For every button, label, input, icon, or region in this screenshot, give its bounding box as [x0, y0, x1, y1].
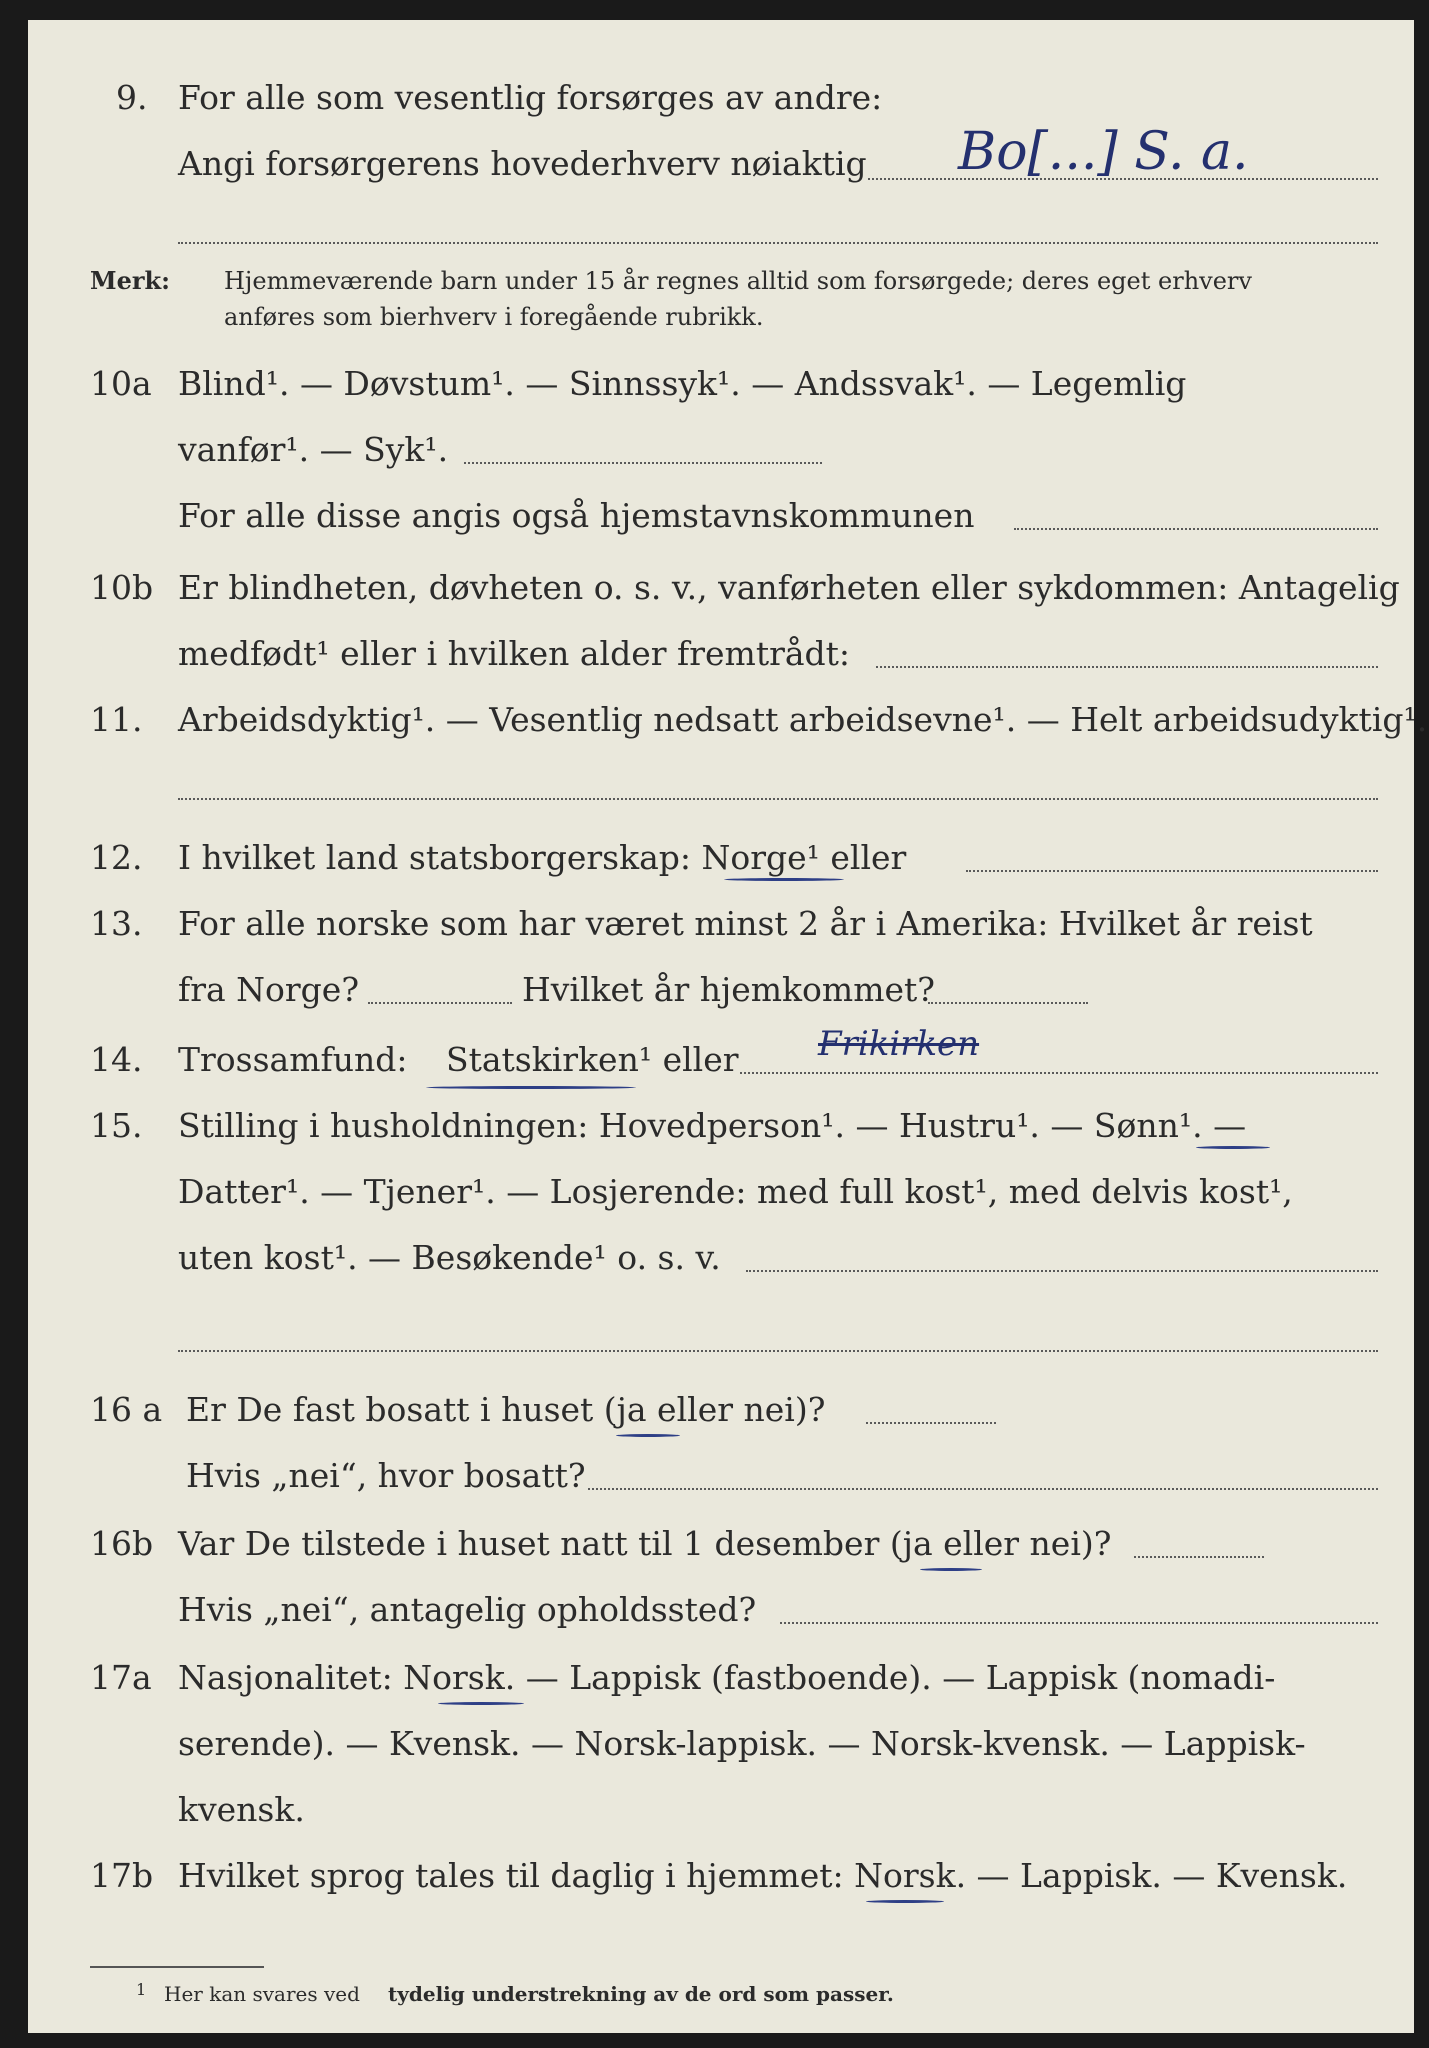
q10a-line2: vanfør¹. — Syk¹.	[178, 430, 449, 469]
q17a-line2: serende). — Kvensk. — Norsk-lappisk. — Norsk-kvensk. — Lappisk-	[178, 1724, 1306, 1763]
q9-handwritten-answer: Bo[...] S. a.	[958, 122, 1249, 182]
q17b-norsk-underline	[866, 1900, 944, 1903]
q12-answer-line	[966, 870, 1378, 872]
q14-answer-line	[740, 1072, 1378, 1074]
q10b-answer-line	[876, 666, 1378, 668]
q12-norge-underline	[724, 878, 844, 881]
q13-line1: For alle norske som har været minst 2 år i Amerika: Hvilket år reist	[178, 904, 1313, 943]
merk-line1: Hjemmeværende barn under 15 år regnes alltid som forsørgede; deres eget erhverv	[224, 267, 1252, 295]
q13-line2b: Hvilket år hjemkommet?	[522, 970, 935, 1009]
q10b-line1: Er blindheten, døvheten o. s. v., vanførheten eller sykdommen: Antagelig	[178, 568, 1400, 607]
q16a-line2: Hvis „nei“, hvor bosatt?	[186, 1456, 586, 1495]
q17a-line1: Nasjonalitet: Norsk. — Lappisk (fastboende). — Lappisk (nomadi-	[178, 1658, 1276, 1697]
q13-number: 13.	[90, 904, 143, 943]
merk-label: Merk:	[90, 266, 170, 295]
q10b-number: 10b	[90, 568, 154, 607]
q10a-line1: Blind¹. — Døvstum¹. — Sinnssyk¹. — Andssvak¹. — Legemlig	[178, 364, 1187, 403]
q12-number: 12.	[90, 838, 143, 877]
q10a-line3: For alle disse angis også hjemstavnskommunen	[178, 496, 975, 535]
q10b-line2: medfødt¹ eller i hvilken alder fremtrådt:	[178, 634, 851, 673]
footnote-rule	[90, 1966, 264, 1968]
footnote-text-b: tydelig understrekning av de ord som passer.	[388, 1982, 894, 2006]
q13-year-left-line	[368, 1002, 512, 1004]
q16b-answer-line	[1134, 1556, 1264, 1558]
q9-answer-line-2	[178, 242, 1378, 244]
q15-line2: Datter¹. — Tjener¹. — Losjerende: med full kost¹, med delvis kost¹,	[178, 1172, 1293, 1211]
q16b-answer-line-2	[780, 1622, 1378, 1624]
q16a-ja-underline	[616, 1434, 680, 1437]
q16a-line1: Er De fast bosatt i huset (ja eller nei)?	[186, 1390, 826, 1429]
q16b-ja-underline	[920, 1568, 982, 1571]
q17a-line3: kvensk.	[178, 1790, 305, 1829]
q16b-number: 16b	[90, 1524, 154, 1563]
q14-struck-handwriting: Frikirken	[818, 1024, 980, 1064]
q10a-answer-line	[464, 462, 822, 464]
q16a-answer-line-2	[588, 1488, 1378, 1490]
q11-answer-line	[178, 798, 1378, 800]
q14-number: 14.	[90, 1040, 143, 1079]
merk-line2: anføres som bierhverv i foregående rubrikk.	[224, 303, 764, 331]
q12-line1: I hvilket land statsborgerskap: Norge¹ eller	[178, 838, 907, 877]
q17a-number: 17a	[90, 1658, 152, 1697]
q11-line1: Arbeidsdyktig¹. — Vesentlig nedsatt arbeidsevne¹. — Helt arbeidsudyktig¹.	[178, 700, 1428, 739]
q14-statskirken-underline	[426, 1086, 636, 1089]
q15-sonn-underline	[1196, 1146, 1270, 1149]
q17b-number: 17b	[90, 1856, 154, 1895]
q17a-norsk-underline	[438, 1702, 524, 1705]
q15-number: 15.	[90, 1106, 143, 1145]
q15-answer-line-2	[178, 1350, 1378, 1352]
q11-number: 11.	[90, 700, 143, 739]
q17b-line1: Hvilket sprog tales til daglig i hjemmet: Norsk. — Lappisk. — Kvensk.	[178, 1856, 1348, 1895]
q10a-number: 10a	[90, 364, 152, 403]
q16b-line1: Var De tilstede i huset natt til 1 desember (ja eller nei)?	[178, 1524, 1112, 1563]
q9-number: 9.	[116, 78, 148, 117]
q9-line1: For alle som vesentlig forsørges av andre:	[178, 78, 883, 117]
q9-line2: Angi forsørgerens hovederhverv nøiaktig	[178, 144, 867, 183]
q16a-answer-line	[866, 1422, 996, 1424]
census-form-page	[28, 20, 1428, 2033]
q14-line1b: Statskirken¹ eller	[446, 1040, 739, 1079]
footnote-text-a: Her kan svares ved	[164, 1982, 360, 2006]
q16a-number: 16 a	[90, 1390, 163, 1429]
q10a-answer-line-2	[1014, 528, 1378, 530]
footnote-marker: 1	[136, 1980, 147, 1999]
q14-line1a: Trossamfund:	[178, 1040, 408, 1079]
q16b-line2: Hvis „nei“, antagelig opholdssted?	[178, 1590, 757, 1629]
q13-year-back-line	[928, 1002, 1088, 1004]
q15-line1: Stilling i husholdningen: Hovedperson¹. — Hustru¹. — Sønn¹. —	[178, 1106, 1247, 1145]
q15-answer-line	[746, 1270, 1378, 1272]
q15-line3: uten kost¹. — Besøkende¹ o. s. v.	[178, 1238, 721, 1277]
q13-line2a: fra Norge?	[178, 970, 360, 1009]
